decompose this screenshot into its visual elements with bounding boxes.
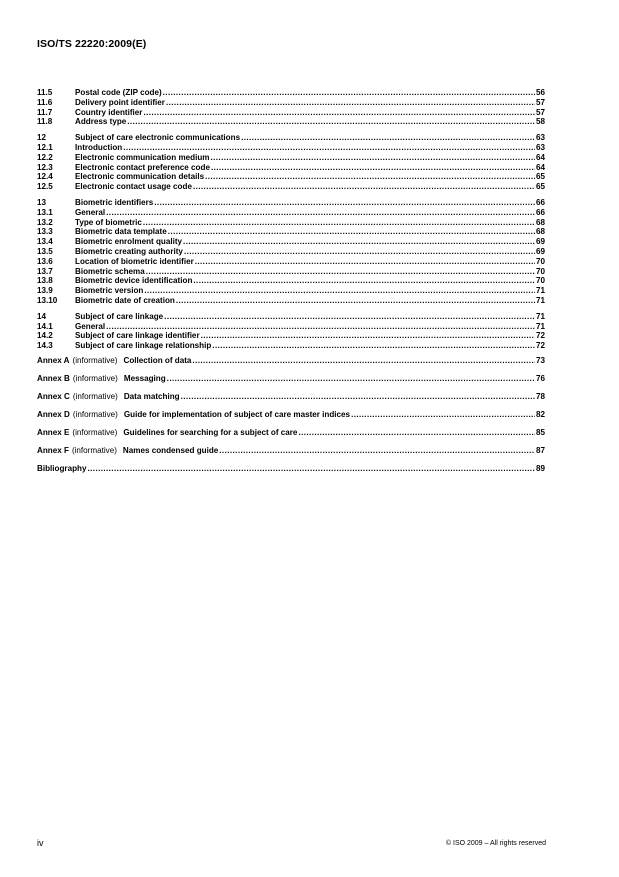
dot-leader — [193, 182, 535, 192]
toc-entry[interactable] — [37, 88, 545, 98]
table-of-contents — [37, 88, 545, 482]
dot-leader — [195, 257, 535, 267]
toc-entry[interactable] — [37, 163, 545, 173]
toc-entry-page: 72 — [535, 341, 545, 351]
dot-leader — [106, 208, 535, 218]
toc-entry-number: 13.8 — [37, 276, 53, 286]
dot-leader — [106, 322, 535, 332]
dot-leader — [164, 312, 535, 322]
toc-entry[interactable] — [37, 182, 545, 192]
dot-leader — [219, 446, 535, 456]
toc-entry-number: 11.7 — [37, 107, 53, 117]
dot-leader — [143, 108, 535, 118]
dot-leader — [146, 267, 535, 277]
toc-entry-page: 70 — [535, 276, 545, 286]
toc-entry-title: Biometric data template — [75, 227, 167, 237]
annex-kind: (informative) — [71, 445, 117, 455]
dot-leader — [351, 410, 535, 420]
toc-entry-title: Biometric schema — [75, 266, 145, 276]
toc-entry[interactable] — [37, 218, 545, 228]
dot-leader — [144, 286, 535, 296]
toc-annex-e[interactable] — [37, 428, 545, 438]
annex-kind: (informative) — [72, 427, 118, 437]
annex-kind: (informative) — [72, 391, 118, 401]
annex-page: 78 — [535, 391, 545, 401]
toc-entry-number: 13 — [37, 197, 47, 207]
toc-entry-number: 12.5 — [37, 182, 53, 192]
toc-entry-number: 12.1 — [37, 142, 53, 152]
toc-annex-d[interactable] — [37, 410, 545, 420]
dot-leader — [205, 172, 535, 182]
annex-label: Annex A — [37, 355, 70, 365]
annex-label: Annex C — [37, 391, 70, 401]
toc-annex-a[interactable] — [37, 356, 545, 366]
toc-entry-page: 70 — [535, 266, 545, 276]
dot-leader — [123, 143, 535, 153]
toc-entry-page: 71 — [535, 311, 545, 321]
toc-entry-title: Electronic contact usage code — [75, 182, 192, 192]
dot-leader — [193, 276, 535, 286]
toc-entry-page: 69 — [535, 237, 545, 247]
toc-entry-page: 64 — [535, 152, 545, 162]
toc-entry-page: 69 — [535, 246, 545, 256]
toc-entry[interactable] — [37, 286, 545, 296]
toc-group-14 — [37, 312, 545, 351]
toc-entry-page: 71 — [535, 295, 545, 305]
toc-entry-title: Biometric date of creation — [75, 295, 175, 305]
dot-leader — [212, 341, 535, 351]
toc-entry[interactable] — [37, 143, 545, 153]
toc-entry-number: 13.4 — [37, 237, 53, 247]
toc-entry-page: 71 — [535, 286, 545, 296]
dot-leader — [210, 153, 535, 163]
toc-entry-page: 63 — [535, 133, 545, 143]
toc-entry[interactable] — [37, 247, 545, 257]
annex-page: 87 — [535, 445, 545, 455]
toc-entry-page: 68 — [535, 227, 545, 237]
dot-leader — [181, 392, 535, 402]
toc-annex-c[interactable] — [37, 392, 545, 402]
toc-entry-title: Country identifier — [75, 107, 143, 117]
toc-entry-number: 13.2 — [37, 217, 53, 227]
annex-page: 76 — [535, 373, 545, 383]
annex-label: Annex B — [37, 373, 70, 383]
toc-entry[interactable] — [37, 312, 545, 322]
annex-label: Annex F — [37, 445, 69, 455]
toc-entry-page: 68 — [535, 217, 545, 227]
toc-entry-number: 14.1 — [37, 321, 53, 331]
toc-entry-page: 66 — [535, 197, 545, 207]
toc-entry-page: 58 — [535, 117, 545, 127]
toc-entry-number: 12 — [37, 133, 47, 143]
toc-entry-number: 12.2 — [37, 152, 53, 162]
toc-entry-title: Biometric identifiers — [75, 197, 154, 207]
toc-entry-page: 70 — [535, 256, 545, 266]
toc-entry-number: 13.1 — [37, 207, 53, 217]
annex-title: Data matching — [123, 391, 180, 401]
dot-leader — [176, 296, 535, 306]
toc-entry-title: Biometric enrolment quality — [75, 237, 183, 247]
dot-leader — [87, 464, 535, 474]
document-header: ISO/TS 22220:2009(E) — [37, 38, 147, 50]
toc-entry[interactable] — [37, 98, 545, 108]
annex-title: Guidelines for searching for a subject of care — [123, 427, 298, 437]
toc-entry-title: Biometric version — [75, 286, 144, 296]
toc-entry[interactable] — [37, 208, 545, 218]
toc-entry-title: Postal code (ZIP code) — [75, 88, 162, 97]
toc-entry-number: 14 — [37, 311, 47, 321]
toc-entry[interactable] — [37, 133, 545, 143]
toc-entry-number: 12.3 — [37, 162, 53, 172]
toc-entry-page: 57 — [535, 97, 545, 107]
dot-leader — [192, 356, 535, 366]
toc-entry-page: 63 — [535, 142, 545, 152]
annex-label: Annex D — [37, 409, 70, 419]
dot-leader — [183, 237, 535, 247]
toc-entry-number: 13.3 — [37, 227, 53, 237]
toc-entry-title: Electronic communication details — [75, 172, 205, 182]
dot-leader — [211, 163, 535, 173]
toc-entry-page: 72 — [535, 331, 545, 341]
toc-entry-title: General — [75, 207, 106, 217]
toc-entry-title: Subject of care linkage relationship — [75, 341, 212, 351]
annex-page: 73 — [535, 355, 545, 365]
toc-entry-title: General — [75, 321, 106, 331]
dot-leader — [168, 227, 535, 237]
annex-page: 82 — [535, 409, 545, 419]
toc-entry-number: 14.2 — [37, 331, 53, 341]
toc-entry[interactable] — [37, 341, 545, 351]
toc-annex-f[interactable] — [37, 446, 545, 456]
toc-entry-page: 71 — [535, 321, 545, 331]
copyright-notice: © ISO 2009 – All rights reserved — [445, 840, 546, 847]
toc-entry-number: 11.5 — [37, 88, 53, 97]
toc-entry[interactable] — [37, 108, 545, 118]
toc-entry-number: 14.3 — [37, 341, 53, 351]
toc-entry[interactable] — [37, 227, 545, 237]
dot-leader — [127, 117, 535, 127]
annex-title: Collection of data — [123, 355, 192, 365]
annex-kind: (informative) — [72, 355, 118, 365]
dot-leader — [154, 198, 535, 208]
toc-group-13 — [37, 198, 545, 306]
toc-entry-page: 57 — [535, 107, 545, 117]
toc-group-11 — [37, 88, 545, 127]
annex-kind: (informative) — [72, 373, 118, 383]
annex-label: Annex E — [37, 427, 70, 437]
toc-entry-title: Subject of care linkage — [75, 311, 164, 321]
toc-entry[interactable] — [37, 237, 545, 247]
toc-entry[interactable] — [37, 198, 545, 208]
dot-leader — [298, 428, 535, 438]
toc-entry-title: Electronic contact preference code — [75, 162, 210, 172]
toc-entry-page: 56 — [535, 88, 545, 97]
toc-entry-title: Biometric creating authority — [75, 246, 183, 256]
toc-entry[interactable] — [37, 322, 545, 332]
toc-annex-b[interactable] — [37, 374, 545, 384]
toc-entry-title: Type of biometric — [75, 217, 142, 227]
toc-entry-title: Subject of care linkage identifier — [75, 331, 200, 341]
dot-leader — [184, 247, 535, 257]
toc-entry-title: Electronic communication medium — [75, 152, 210, 162]
dot-leader — [201, 331, 535, 341]
toc-entry[interactable] — [37, 153, 545, 163]
toc-entry-title: Subject of care electronic communications — [75, 133, 241, 143]
toc-entry-number: 13.6 — [37, 256, 53, 266]
dot-leader — [163, 88, 535, 98]
toc-entry-number: 11.8 — [37, 117, 53, 127]
toc-entry[interactable] — [37, 172, 545, 182]
bibliography-page: 89 — [535, 463, 545, 473]
toc-entry-number: 12.4 — [37, 172, 53, 182]
dot-leader — [167, 374, 535, 384]
toc-entry-page: 65 — [535, 182, 545, 192]
toc-entry[interactable] — [37, 276, 545, 286]
toc-entry[interactable] — [37, 267, 545, 277]
annex-page: 85 — [535, 427, 545, 437]
toc-entry-page: 66 — [535, 207, 545, 217]
toc-entry[interactable] — [37, 257, 545, 267]
annex-title: Guide for implementation of subject of care master indices — [123, 409, 351, 419]
annex-title: Messaging — [123, 373, 166, 383]
annex-title: Names condensed guide — [122, 445, 219, 455]
toc-entry[interactable] — [37, 296, 545, 306]
dot-leader — [166, 98, 535, 108]
page-number: iv — [37, 838, 44, 848]
dot-leader — [143, 218, 535, 228]
toc-entry-number: 13.5 — [37, 246, 53, 256]
toc-entry-page: 64 — [535, 162, 545, 172]
toc-entry-title: Introduction — [75, 142, 123, 152]
toc-group-12 — [37, 133, 545, 192]
annex-kind: (informative) — [72, 409, 118, 419]
bibliography-title: Bibliography — [37, 463, 87, 473]
toc-entry-number: 13.10 — [37, 295, 58, 305]
toc-bibliography[interactable] — [37, 464, 545, 474]
dot-leader — [241, 133, 535, 143]
toc-entry-title: Location of biometric identifier — [75, 256, 194, 266]
toc-entry[interactable] — [37, 331, 545, 341]
toc-entry-number: 13.7 — [37, 266, 53, 276]
toc-entry-title: Delivery point identifier — [75, 97, 165, 107]
toc-entry-page: 65 — [535, 172, 545, 182]
toc-entry-title: Biometric device identification — [75, 276, 193, 286]
toc-entry-number: 11.6 — [37, 97, 53, 107]
toc-entry-title: Address type — [75, 117, 127, 127]
toc-entry[interactable] — [37, 117, 545, 127]
toc-entry-number: 13.9 — [37, 286, 53, 296]
